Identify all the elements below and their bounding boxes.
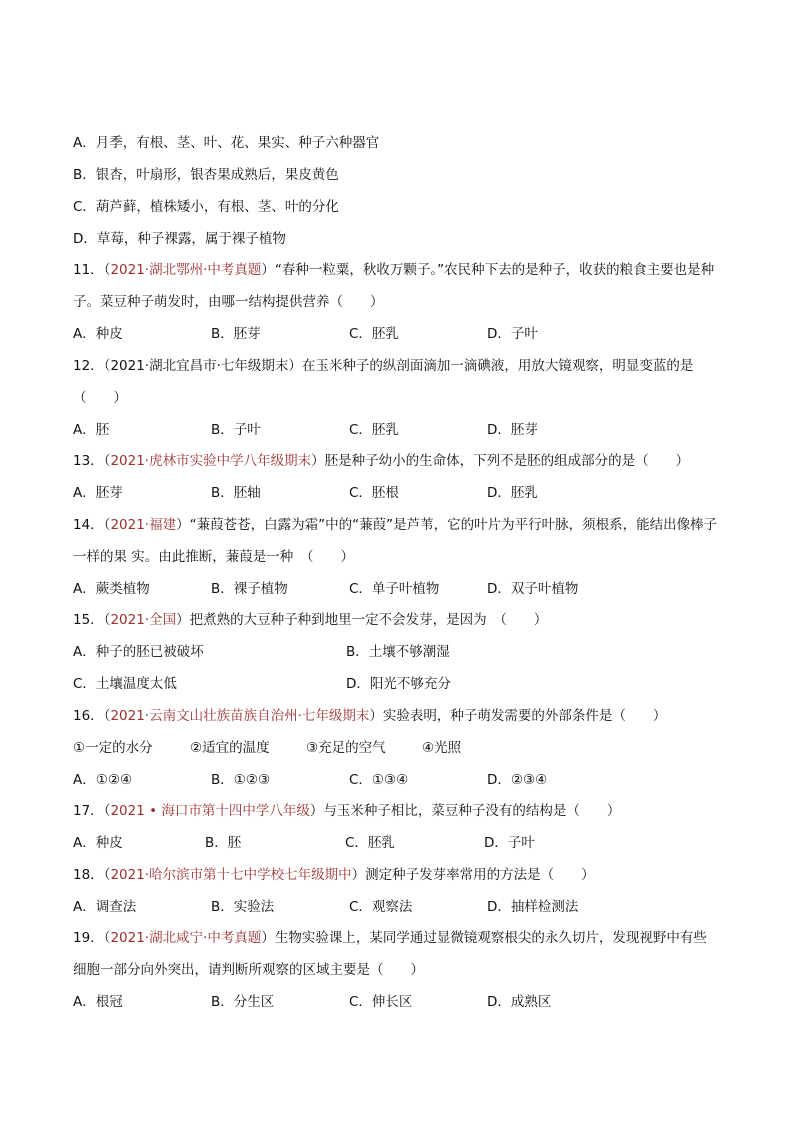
question-text: 胚是种子幼小的生命体，下列不是胚的组成部分的是（ ） bbox=[324, 453, 690, 469]
question-source: 2021·湖北宜昌市·七年级期末 bbox=[110, 358, 289, 374]
question-11: 11．（2021·湖北鄂州·中考真题）“春种一粒粟，秋收万颗子。”农民种下去的是种子，收获的粮食主要也是种 bbox=[73, 262, 715, 278]
question-17: 17．（2021 • 海口市第十四中学八年级）与玉米种子相比，菜豆种子没有的结构是（ ） bbox=[73, 803, 621, 819]
question-11-options bbox=[73, 325, 723, 343]
question-number: 13． bbox=[73, 453, 104, 469]
question-15-options-row1 bbox=[73, 643, 723, 661]
question-18-options bbox=[73, 898, 723, 916]
question-source: 2021·虎林市实验中学八年级期末 bbox=[110, 453, 312, 469]
option-a: A．蕨类植物 bbox=[73, 581, 150, 597]
question-13-options bbox=[73, 484, 723, 502]
option-c: C．胚乳 bbox=[349, 326, 399, 342]
question-19: 19．（2021·湖北咸宁·中考真题）生物实验课上，某同学通过显微镜观察根尖的永久切片，发现视野中有些 bbox=[73, 930, 707, 946]
question-number: 16． bbox=[73, 708, 104, 724]
option-b: B．胚芽 bbox=[211, 326, 261, 342]
question-14-options bbox=[73, 580, 723, 598]
option-d: D．胚芽 bbox=[487, 422, 538, 438]
option-b: B．子叶 bbox=[211, 422, 261, 438]
option-d: D．抽样检测法 bbox=[487, 899, 579, 915]
question-15: 15．（2021·全国）把煮熟的大豆种子种到地里一定不会发芽，是因为 （ ） bbox=[73, 612, 548, 628]
question-source: 2021·福建 bbox=[110, 517, 177, 533]
question-number: 19． bbox=[73, 930, 104, 946]
option-a: A．胚 bbox=[73, 422, 110, 438]
question-12: 12．（2021·湖北宜昌市·七年级期末）在玉米种子的纵剖面滴加一滴碘液，用放大镜观察，明显变蓝的是 bbox=[73, 358, 694, 374]
question-11-line2: 子。菜豆种子萌发时，由哪一结构提供营养（ ） bbox=[73, 294, 384, 310]
question-number: 14． bbox=[73, 517, 104, 533]
question-text: “春种一粒粟，秋收万颗子。”农民种下去的是种子，收获的粮食主要也是种 bbox=[274, 262, 715, 278]
question-14: 14．（2021·福建）“蒹葭苍苍，白露为霜”中的“蒹葭”是芦苇，它的叶片为平行叶脉，须根系，能结出像棒子 bbox=[73, 517, 718, 533]
question-16-options bbox=[73, 771, 723, 789]
option-b: B．土壤不够潮湿 bbox=[346, 644, 450, 660]
option-c: C．土壤温度太低 bbox=[73, 676, 177, 692]
option-c: C．伸长区 bbox=[349, 994, 413, 1010]
condition-3: ③充足的空气 bbox=[306, 740, 386, 756]
option-b: B．胚轴 bbox=[211, 485, 261, 501]
option-b: B．①②③ bbox=[211, 772, 271, 788]
question-12-options bbox=[73, 421, 723, 439]
question-source: 2021·湖北鄂州·中考真题 bbox=[110, 262, 262, 278]
question-19-options bbox=[73, 993, 723, 1011]
question-number: 17． bbox=[73, 803, 104, 819]
option-a: A．根冠 bbox=[73, 994, 123, 1010]
option-d: D．阳光不够充分 bbox=[346, 676, 451, 692]
question-14-line2: 一样的果 实。由此推断，蒹葭是一种 （ ） bbox=[73, 549, 355, 565]
option-b: B．胚 bbox=[205, 835, 242, 851]
option-d: D．②③④ bbox=[487, 772, 548, 788]
question-13: 13．（2021·虎林市实验中学八年级期末）胚是种子幼小的生命体，下列不是胚的组成部分的是（ ） bbox=[73, 453, 690, 469]
question-19-line2: 细胞一部分向外突出，请判断所观察的区域主要是（ ） bbox=[73, 962, 424, 978]
question-text: 在玉米种子的纵剖面滴加一滴碘液，用放大镜观察，明显变蓝的是 bbox=[301, 358, 694, 374]
question-number: 15． bbox=[73, 612, 104, 628]
option-d: D．胚乳 bbox=[487, 485, 538, 501]
question-text: 测定种子发芽率常用的方法是（ ） bbox=[365, 867, 595, 883]
option-d: D．双子叶植物 bbox=[487, 581, 579, 597]
question-source: 2021·云南文山壮族苗族自治州·七年级期末 bbox=[110, 708, 370, 724]
question-source: 2021·湖北咸宁·中考真题 bbox=[110, 930, 262, 946]
option-b: B．实验法 bbox=[211, 899, 275, 915]
option-c: C．单子叶植物 bbox=[349, 581, 440, 597]
option-a: A．种皮 bbox=[73, 835, 123, 851]
question-18: 18．（2021·哈尔滨市第十七中学校七年级期中）测定种子发芽率常用的方法是（ ） bbox=[73, 867, 595, 883]
option-c: C．①③④ bbox=[349, 772, 409, 788]
prev-option-a: A．月季，有根、茎、叶、花、果实、种子六种器官 bbox=[73, 135, 380, 151]
question-17-options bbox=[73, 834, 723, 852]
option-b: B．分生区 bbox=[211, 994, 275, 1010]
prev-option-d: D．草莓，种子裸露，属于裸子植物 bbox=[73, 231, 286, 247]
option-a: A．种子的胚已被破坏 bbox=[73, 644, 204, 660]
question-text: 与玉米种子相比，菜豆种子没有的结构是（ ） bbox=[323, 803, 621, 819]
question-number: 11． bbox=[73, 262, 104, 278]
option-c: C．观察法 bbox=[349, 899, 413, 915]
question-12-line2: （ ） bbox=[73, 390, 127, 406]
condition-1: ①一定的水分 bbox=[73, 740, 153, 756]
condition-2: ②适宜的温度 bbox=[190, 740, 270, 756]
question-16-conditions bbox=[73, 739, 723, 757]
question-text: 生物实验课上，某同学通过显微镜观察根尖的永久切片，发现视野中有些 bbox=[274, 930, 707, 946]
question-number: 12． bbox=[73, 358, 104, 374]
question-text: 实验表明，种子萌发需要的外部条件是（ ） bbox=[382, 708, 667, 724]
question-source: 2021·全国 bbox=[110, 612, 177, 628]
option-c: C．胚根 bbox=[349, 485, 399, 501]
option-a: A．胚芽 bbox=[73, 485, 123, 501]
option-b: B．裸子植物 bbox=[211, 581, 288, 597]
question-source: 2021·哈尔滨市第十七中学校七年级期中 bbox=[110, 867, 352, 883]
option-d: D．子叶 bbox=[487, 326, 538, 342]
option-d: D．成熟区 bbox=[487, 994, 552, 1010]
question-text: 把煮熟的大豆种子种到地里一定不会发芽，是因为 （ ） bbox=[189, 612, 548, 628]
condition-4: ④光照 bbox=[422, 740, 462, 756]
option-c: C．胚乳 bbox=[349, 422, 399, 438]
prev-option-b: B．银杏，叶扇形，银杏果成熟后，果皮黄色 bbox=[73, 167, 339, 183]
option-a: A．①②④ bbox=[73, 772, 133, 788]
option-a: A．调查法 bbox=[73, 899, 137, 915]
question-source: 2021 • 海口市第十四中学八年级 bbox=[110, 803, 310, 819]
question-16: 16．（2021·云南文山壮族苗族自治州·七年级期末）实验表明，种子萌发需要的外部条件是（ ） bbox=[73, 708, 667, 724]
option-c: C．胚乳 bbox=[345, 835, 395, 851]
prev-option-c: C．葫芦藓，植株矮小，有根、茎、叶的分化 bbox=[73, 199, 339, 215]
question-text: “蒹葭苍苍，白露为霜”中的“蒹葭”是芦苇，它的叶片为平行叶脉，须根系，能结出像棒子 bbox=[189, 517, 718, 533]
question-15-options-row2 bbox=[73, 675, 723, 693]
option-d: D．子叶 bbox=[484, 835, 535, 851]
option-a: A．种皮 bbox=[73, 326, 123, 342]
question-number: 18． bbox=[73, 867, 104, 883]
